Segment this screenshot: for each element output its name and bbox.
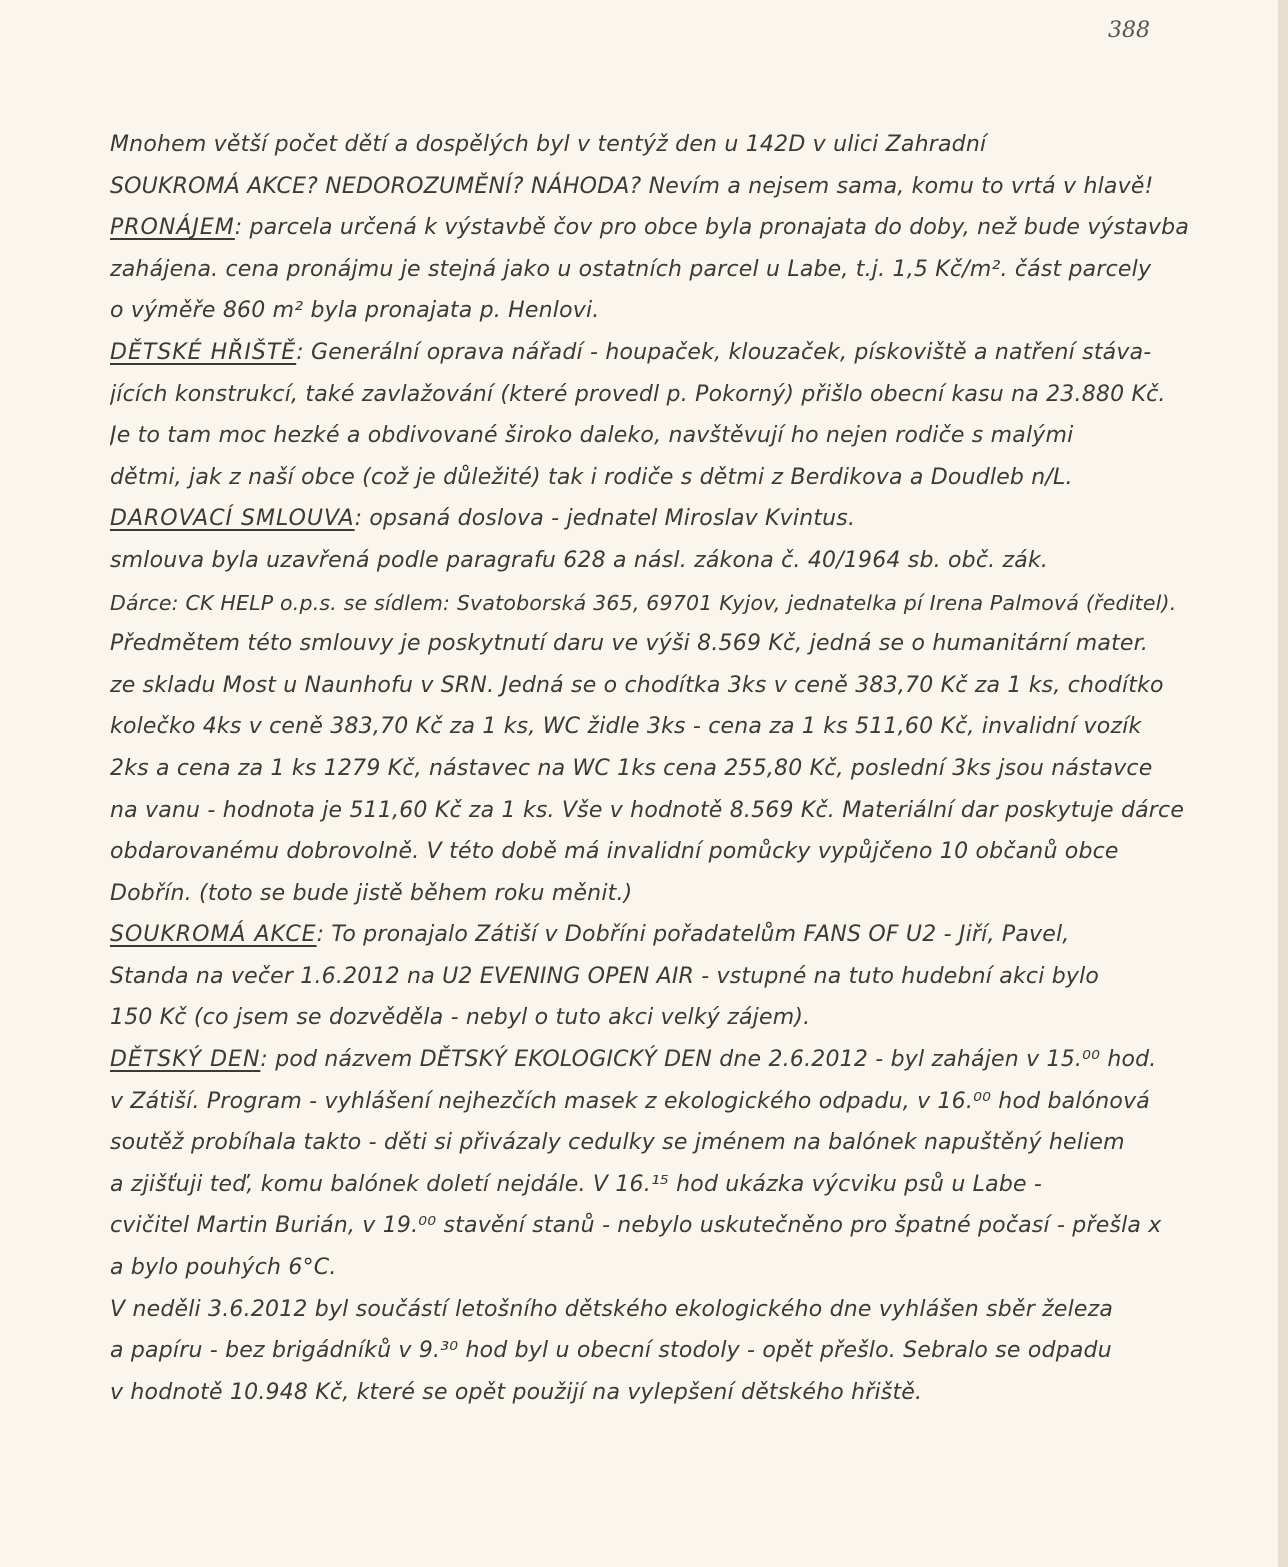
line-text: : To pronajalo Zátiší v Dobříni pořadatelům FANS OF U2 - Jiří, Pavel, <box>316 922 1070 948</box>
text-line <box>110 1085 1200 1127</box>
text-line <box>110 461 1200 503</box>
line-text: Dárce: CK HELP o.p.s. se sídlem: Svatoborská 365, 69701 Kyjov, jednatelka pí Irena Palmová (ředitel). <box>110 590 1177 615</box>
text-line <box>110 669 1200 711</box>
line-text: : Generální oprava nářadí - houpaček, klouzaček, pískoviště a natření stáva- <box>296 339 1152 365</box>
line-text: Mnohem větší počet dětí a dospělých byl v tentýž den u 142D v ulici Zahradní <box>110 132 987 157</box>
line-text: zahájena. cena pronájmu je stejná jako u ostatních parcel u Labe, t.j. 1,5 Kč/m². část parcely <box>110 256 1152 282</box>
text-line <box>110 544 1200 586</box>
text-line <box>110 336 1200 378</box>
line-text: a papíru - bez brigádníků v 9.³⁰ hod byl u obecní stodoly - opět přešlo. Sebralo se odpadu <box>110 1338 1112 1364</box>
line-text: 150 Kč (co jsem se dozvěděla - nebyl o tuto akci velký zájem). <box>110 1005 811 1031</box>
text-line <box>110 253 1200 295</box>
text-line <box>110 170 1200 212</box>
section-heading: SOUKROMÁ AKCE <box>110 922 317 948</box>
text-line <box>110 752 1200 794</box>
line-text: o výměře 860 m² byla pronajata p. Henlovi. <box>110 298 600 324</box>
text-line <box>110 211 1200 253</box>
line-text: v hodnotě 10.948 Kč, které se opět použijí na vylepšení dětského hřiště. <box>110 1379 923 1405</box>
line-text: dětmi, jak z naší obce (což je důležité) tak i rodiče s dětmi z Berdikova a Doudleb n/L. <box>110 464 1073 490</box>
text-line <box>110 294 1200 336</box>
text-line <box>110 1251 1200 1293</box>
handwritten-text-block <box>110 128 1200 1417</box>
text-line <box>110 128 1200 170</box>
text-line <box>110 960 1200 1002</box>
text-line <box>110 1001 1200 1043</box>
line-text: na vanu - hodnota je 511,60 Kč za 1 ks. Vše v hodnotě 8.569 Kč. Materiální dar poskytuje dárce <box>110 797 1185 823</box>
text-line <box>110 835 1200 877</box>
line-text: : pod názvem DĚTSKÝ EKOLOGICKÝ DEN dne 2.6.2012 - byl zahájen v 15.⁰⁰ hod. <box>260 1047 1157 1073</box>
text-line <box>110 794 1200 836</box>
text-line <box>110 710 1200 752</box>
line-text: v Zátiší. Program - vyhlášení nejhezčích masek z ekologického odpadu, v 16.⁰⁰ hod balónová <box>110 1088 1150 1114</box>
text-line <box>110 1043 1200 1085</box>
line-text: ze skladu Most u Naunhofu v SRN. Jedná se o chodítka 3ks v ceně 383,70 Kč za 1 ks, chodítko <box>110 672 1164 698</box>
line-text: Předmětem této smlouvy je poskytnutí daru ve výši 8.569 Kč, jedná se o humanitární mater. <box>110 631 1149 657</box>
line-text: soutěž probíhala takto - děti si přivázaly cedulky se jménem na balónek napuštěný heliem <box>110 1130 1125 1156</box>
line-text: kolečko 4ks v ceně 383,70 Kč za 1 ks, WC židle 3ks - cena za 1 ks 511,60 Kč, invalidní vozík <box>110 714 1142 740</box>
line-text: Standa na večer 1.6.2012 na U2 EVENING OPEN AIR - vstupné na tuto hudební akci bylo <box>110 963 1100 989</box>
line-text: SOUKROMÁ AKCE? NEDOROZUMĚNÍ? NÁHODA? Nevím a nejsem sama, komu to vrtá v hlavě! <box>110 173 1154 199</box>
line-text: jících konstrukcí, také zavlažování (které provedl p. Pokorný) přišlo obecní kasu na 23.880 Kč. <box>110 381 1166 407</box>
line-text: a bylo pouhých 6°C. <box>110 1255 337 1281</box>
line-text: V neděli 3.6.2012 byl součástí letošního dětského ekologického dne vyhlášen sběr železa <box>110 1296 1114 1322</box>
section-heading: DĚTSKÉ HŘIŠTĚ <box>110 339 297 365</box>
page-number: 388 <box>1108 18 1150 43</box>
line-text: obdarovanému dobrovolně. V této době má invalidní pomůcky vypůjčeno 10 občanů obce <box>110 839 1119 865</box>
text-line <box>110 918 1200 960</box>
section-heading: DĚTSKÝ DEN <box>110 1047 261 1073</box>
line-text: 2ks a cena za 1 ks 1279 Kč, nástavec na WC 1ks cena 255,80 Kč, poslední 3ks jsou nástavce <box>110 755 1153 781</box>
text-line <box>110 586 1200 628</box>
text-line <box>110 627 1200 669</box>
line-text: smlouva byla uzavřená podle paragrafu 628 a násl. zákona č. 40/1964 sb. obč. zák. <box>110 547 1049 573</box>
line-text: Dobřín. (toto se bude jistě během roku měnit.) <box>110 880 633 906</box>
line-text: Je to tam moc hezké a obdivované široko daleko, navštěvují ho nejen rodiče s malými <box>110 423 1074 449</box>
text-line <box>110 1376 1200 1418</box>
line-text: a zjišťuji teď, komu balónek doletí nejdále. V 16.¹⁵ hod ukázka výcviku psů u Labe - <box>110 1171 1043 1197</box>
text-line <box>110 1209 1200 1251</box>
text-line <box>110 877 1200 919</box>
line-text: cvičitel Martin Burián, v 19.⁰⁰ stavění stanů - nebylo uskutečněno pro špatné počasí - přešla x <box>110 1213 1162 1239</box>
text-line <box>110 1126 1200 1168</box>
text-line <box>110 419 1200 461</box>
text-line <box>110 1168 1200 1210</box>
line-text: : opsaná doslova - jednatel Miroslav Kvintus. <box>354 506 856 532</box>
line-text: : parcela určená k výstavbě čov pro obce byla pronajata do doby, než bude výstavba <box>234 215 1189 241</box>
text-line <box>110 378 1200 420</box>
text-line <box>110 502 1200 544</box>
section-heading: PRONÁJEM <box>110 215 235 241</box>
section-heading: DAROVACÍ SMLOUVA <box>110 506 355 532</box>
text-line <box>110 1334 1200 1376</box>
text-line <box>110 1293 1200 1335</box>
